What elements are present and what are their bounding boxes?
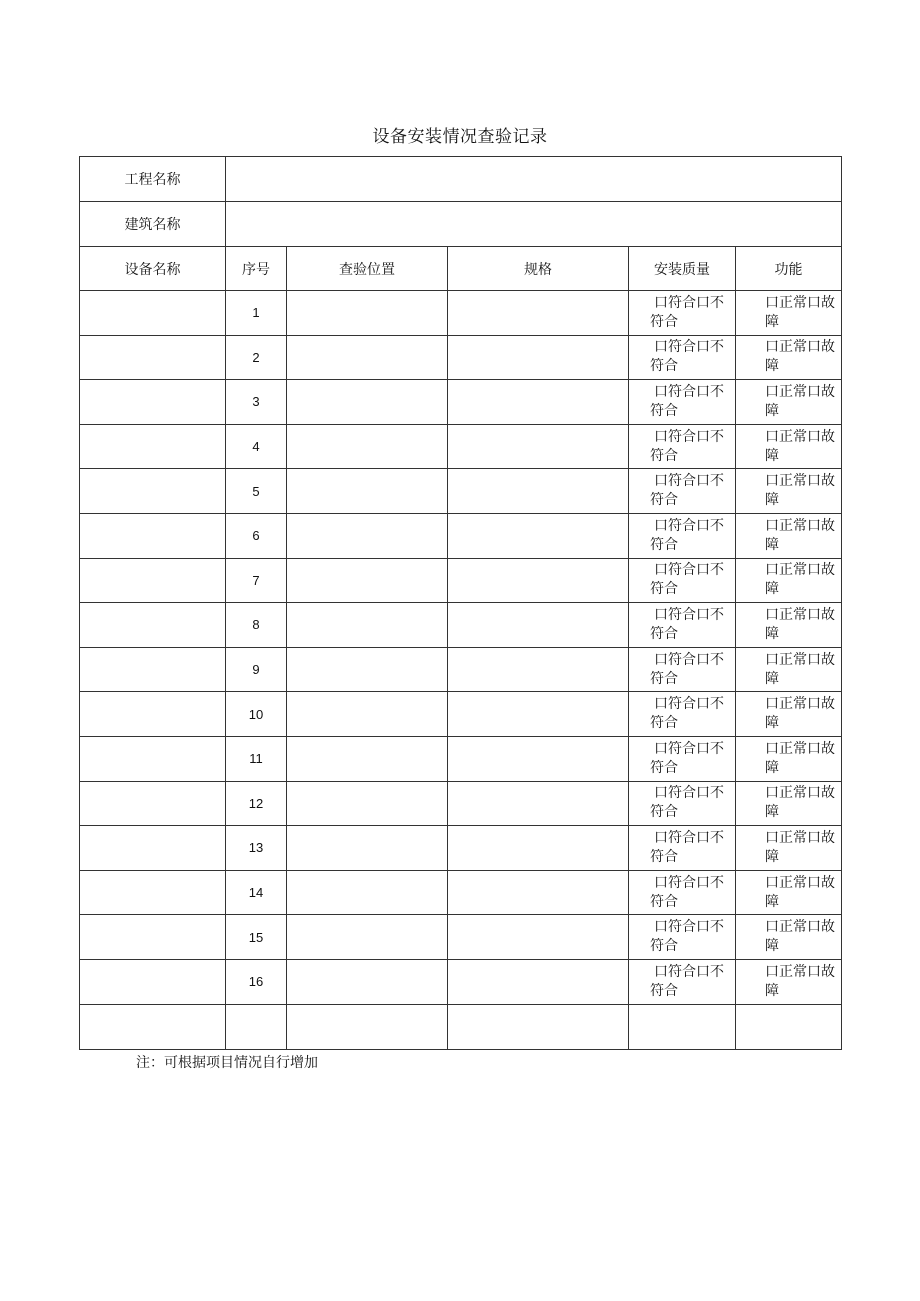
function-cell[interactable] — [736, 380, 842, 425]
device-name-cell[interactable] — [80, 424, 226, 469]
spec-cell[interactable] — [448, 558, 629, 603]
quality-cell[interactable] — [629, 647, 736, 692]
location-cell[interactable] — [287, 826, 448, 871]
device-name-cell[interactable] — [80, 826, 226, 871]
spec-cell[interactable] — [448, 736, 629, 781]
header-seq: 序号 — [226, 247, 287, 291]
seq-cell: 5 — [226, 469, 287, 514]
location-cell[interactable] — [287, 603, 448, 648]
seq-cell: 15 — [226, 915, 287, 960]
seq-cell: 8 — [226, 603, 287, 648]
project-name-field[interactable] — [226, 157, 842, 202]
spec-cell[interactable] — [448, 603, 629, 648]
location-cell[interactable] — [287, 647, 448, 692]
quality-cell[interactable] — [629, 915, 736, 960]
function-options-line1: 口正常口故 — [765, 829, 835, 846]
table-row — [80, 826, 842, 871]
device-name-cell[interactable] — [80, 513, 226, 558]
function-cell[interactable] — [736, 335, 842, 380]
building-row — [80, 202, 842, 247]
seq-cell: 16 — [226, 959, 287, 1004]
function-cell[interactable] — [736, 424, 842, 469]
function-options-line2: 障 — [765, 715, 779, 732]
location-cell[interactable] — [287, 915, 448, 960]
function-options-line1: 口正常口故 — [765, 606, 835, 623]
quality-cell[interactable] — [629, 736, 736, 781]
table-row — [80, 603, 842, 648]
function-options-line2: 障 — [765, 358, 779, 375]
function-options-line2: 障 — [765, 982, 779, 999]
quality-cell[interactable] — [629, 826, 736, 871]
page-title: 设备安装情况查验记录 — [372, 127, 548, 147]
location-cell[interactable] — [287, 959, 448, 1004]
spec-cell[interactable] — [448, 380, 629, 425]
seq-cell: 14 — [226, 870, 287, 915]
location-cell[interactable] — [287, 513, 448, 558]
function-cell[interactable] — [736, 870, 842, 915]
spec-cell[interactable] — [448, 781, 629, 826]
device-name-cell[interactable] — [80, 335, 226, 380]
function-options-line2: 障 — [765, 938, 779, 955]
location-cell[interactable] — [287, 736, 448, 781]
quality-options-line1: 口符合口不 — [654, 428, 724, 445]
function-options-line2: 障 — [765, 492, 779, 509]
function-cell[interactable] — [736, 736, 842, 781]
device-name-cell[interactable] — [80, 959, 226, 1004]
seq-cell: 10 — [226, 692, 287, 737]
spec-cell[interactable] — [448, 335, 629, 380]
spec-cell[interactable] — [448, 915, 629, 960]
quality-options-line1: 口符合口不 — [654, 740, 724, 757]
location-cell[interactable] — [287, 335, 448, 380]
function-cell[interactable] — [736, 558, 842, 603]
function-options-line1: 口正常口故 — [765, 919, 835, 936]
device-name-cell[interactable] — [80, 603, 226, 648]
quality-cell[interactable] — [629, 335, 736, 380]
device-name-cell[interactable] — [80, 647, 226, 692]
function-cell[interactable] — [736, 959, 842, 1004]
function-cell[interactable] — [736, 781, 842, 826]
quality-cell[interactable] — [629, 469, 736, 514]
table-row — [80, 469, 842, 514]
device-name-cell[interactable] — [80, 558, 226, 603]
function-options-line1: 口正常口故 — [765, 740, 835, 757]
quality-options-line1: 口符合口不 — [654, 473, 724, 490]
location-cell[interactable] — [287, 781, 448, 826]
quality-options-line1: 口符合口不 — [654, 562, 724, 579]
function-options-line1: 口正常口故 — [765, 696, 835, 713]
location-cell[interactable] — [287, 870, 448, 915]
header-function: 功能 — [736, 247, 842, 291]
seq-cell: 11 — [226, 736, 287, 781]
function-options-line2: 障 — [765, 536, 779, 553]
table-row — [80, 959, 842, 1004]
quality-cell[interactable] — [629, 380, 736, 425]
header-quality: 安装质量 — [629, 247, 736, 291]
function-options-line1: 口正常口故 — [765, 294, 835, 311]
seq-cell: 2 — [226, 335, 287, 380]
function-options-line2: 障 — [765, 848, 779, 865]
quality-cell[interactable] — [629, 959, 736, 1004]
quality-options-line2: 符合 — [650, 670, 678, 687]
seq-cell: 1 — [226, 291, 287, 336]
table-row — [80, 736, 842, 781]
device-name-cell[interactable] — [80, 692, 226, 737]
function-options-line1: 口正常口故 — [765, 517, 835, 534]
quality-options-line2: 符合 — [650, 893, 678, 910]
quality-options-line2: 符合 — [650, 848, 678, 865]
quality-cell[interactable] — [629, 291, 736, 336]
function-options-line2: 障 — [765, 581, 779, 598]
function-options-line2: 障 — [765, 402, 779, 419]
table-row — [80, 915, 842, 960]
seq-cell: 4 — [226, 424, 287, 469]
spec-cell[interactable] — [448, 826, 629, 871]
function-cell[interactable] — [736, 469, 842, 514]
quality-cell[interactable] — [629, 870, 736, 915]
inspection-record-table — [79, 156, 842, 1050]
function-options-line2: 障 — [765, 670, 779, 687]
function-options-line1: 口正常口故 — [765, 963, 835, 980]
quality-options-line1: 口符合口不 — [654, 606, 724, 623]
quality-cell[interactable] — [629, 424, 736, 469]
function-cell[interactable] — [736, 692, 842, 737]
quality-options-line1: 口符合口不 — [654, 696, 724, 713]
function-cell[interactable] — [736, 291, 842, 336]
function-cell[interactable] — [736, 826, 842, 871]
function-options-line1: 口正常口故 — [765, 562, 835, 579]
table-row — [80, 380, 842, 425]
quality-cell[interactable] — [629, 1004, 736, 1049]
quality-options-line2: 符合 — [650, 313, 678, 330]
spec-cell[interactable] — [448, 1004, 629, 1049]
footnote: 注：可根据项目情况自行增加 — [136, 1055, 318, 1071]
spec-cell[interactable] — [448, 870, 629, 915]
function-options-line1: 口正常口故 — [765, 785, 835, 802]
quality-options-line1: 口符合口不 — [654, 339, 724, 356]
quality-options-line2: 符合 — [650, 358, 678, 375]
header-location: 查验位置 — [287, 247, 448, 291]
function-options-line2: 障 — [765, 893, 779, 910]
quality-options-line2: 符合 — [650, 581, 678, 598]
function-options-line1: 口正常口故 — [765, 651, 835, 668]
quality-options-line2: 符合 — [650, 938, 678, 955]
table-row — [80, 513, 842, 558]
location-cell[interactable] — [287, 692, 448, 737]
quality-options-line1: 口符合口不 — [654, 651, 724, 668]
building-name-field[interactable] — [226, 202, 842, 247]
project-name-label: 工程名称 — [80, 157, 226, 202]
quality-cell[interactable] — [629, 781, 736, 826]
device-name-cell[interactable] — [80, 1004, 226, 1049]
table-row — [80, 335, 842, 380]
function-cell[interactable] — [736, 603, 842, 648]
table-row — [80, 558, 842, 603]
spec-cell[interactable] — [448, 692, 629, 737]
quality-options-line2: 符合 — [650, 715, 678, 732]
quality-options-line2: 符合 — [650, 625, 678, 642]
location-cell[interactable] — [287, 424, 448, 469]
quality-options-line2: 符合 — [650, 402, 678, 419]
function-cell[interactable] — [736, 513, 842, 558]
function-cell[interactable] — [736, 915, 842, 960]
quality-options-line1: 口符合口不 — [654, 874, 724, 891]
seq-cell: 7 — [226, 558, 287, 603]
quality-options-line2: 符合 — [650, 804, 678, 821]
table-row — [80, 647, 842, 692]
location-cell[interactable] — [287, 291, 448, 336]
device-name-cell[interactable] — [80, 380, 226, 425]
function-options-line2: 障 — [765, 804, 779, 821]
location-cell[interactable] — [287, 558, 448, 603]
spec-cell[interactable] — [448, 291, 629, 336]
quality-options-line1: 口符合口不 — [654, 919, 724, 936]
device-name-cell[interactable] — [80, 870, 226, 915]
table-row — [80, 291, 842, 336]
table-row — [80, 424, 842, 469]
seq-cell: 3 — [226, 380, 287, 425]
function-options-line2: 障 — [765, 759, 779, 776]
function-options-line1: 口正常口故 — [765, 339, 835, 356]
quality-options-line1: 口符合口不 — [654, 963, 724, 980]
spec-cell[interactable] — [448, 424, 629, 469]
device-name-cell[interactable] — [80, 469, 226, 514]
seq-cell: 9 — [226, 647, 287, 692]
device-name-cell[interactable] — [80, 781, 226, 826]
function-options-line1: 口正常口故 — [765, 428, 835, 445]
quality-options-line1: 口符合口不 — [654, 785, 724, 802]
function-options-line2: 障 — [765, 625, 779, 642]
header-spec: 规格 — [448, 247, 629, 291]
table-row — [80, 870, 842, 915]
building-name-label: 建筑名称 — [80, 202, 226, 247]
device-name-cell[interactable] — [80, 736, 226, 781]
project-row — [80, 157, 842, 202]
table-row-empty — [80, 1004, 842, 1049]
function-options-line1: 口正常口故 — [765, 383, 835, 400]
spec-cell[interactable] — [448, 469, 629, 514]
spec-cell[interactable] — [448, 513, 629, 558]
table-row — [80, 692, 842, 737]
quality-options-line2: 符合 — [650, 982, 678, 999]
header-row — [80, 247, 842, 291]
table-row — [80, 781, 842, 826]
location-cell[interactable] — [287, 469, 448, 514]
quality-options-line2: 符合 — [650, 759, 678, 776]
quality-options-line1: 口符合口不 — [654, 383, 724, 400]
function-options-line2: 障 — [765, 313, 779, 330]
function-cell[interactable] — [736, 647, 842, 692]
quality-cell[interactable] — [629, 513, 736, 558]
seq-cell: 12 — [226, 781, 287, 826]
function-options-line2: 障 — [765, 447, 779, 464]
quality-options-line2: 符合 — [650, 447, 678, 464]
seq-cell[interactable] — [226, 1004, 287, 1049]
seq-cell: 13 — [226, 826, 287, 871]
location-cell[interactable] — [287, 380, 448, 425]
function-cell[interactable] — [736, 1004, 842, 1049]
spec-cell[interactable] — [448, 959, 629, 1004]
device-name-cell[interactable] — [80, 915, 226, 960]
quality-options-line1: 口符合口不 — [654, 517, 724, 534]
quality-options-line2: 符合 — [650, 492, 678, 509]
quality-cell[interactable] — [629, 603, 736, 648]
quality-options-line1: 口符合口不 — [654, 294, 724, 311]
function-options-line1: 口正常口故 — [765, 874, 835, 891]
function-options-line1: 口正常口故 — [765, 473, 835, 490]
quality-options-line2: 符合 — [650, 536, 678, 553]
device-name-cell[interactable] — [80, 291, 226, 336]
quality-cell[interactable] — [629, 692, 736, 737]
quality-options-line1: 口符合口不 — [654, 829, 724, 846]
quality-cell[interactable] — [629, 558, 736, 603]
location-cell[interactable] — [287, 1004, 448, 1049]
header-device-name: 设备名称 — [80, 247, 226, 291]
seq-cell: 6 — [226, 513, 287, 558]
spec-cell[interactable] — [448, 647, 629, 692]
